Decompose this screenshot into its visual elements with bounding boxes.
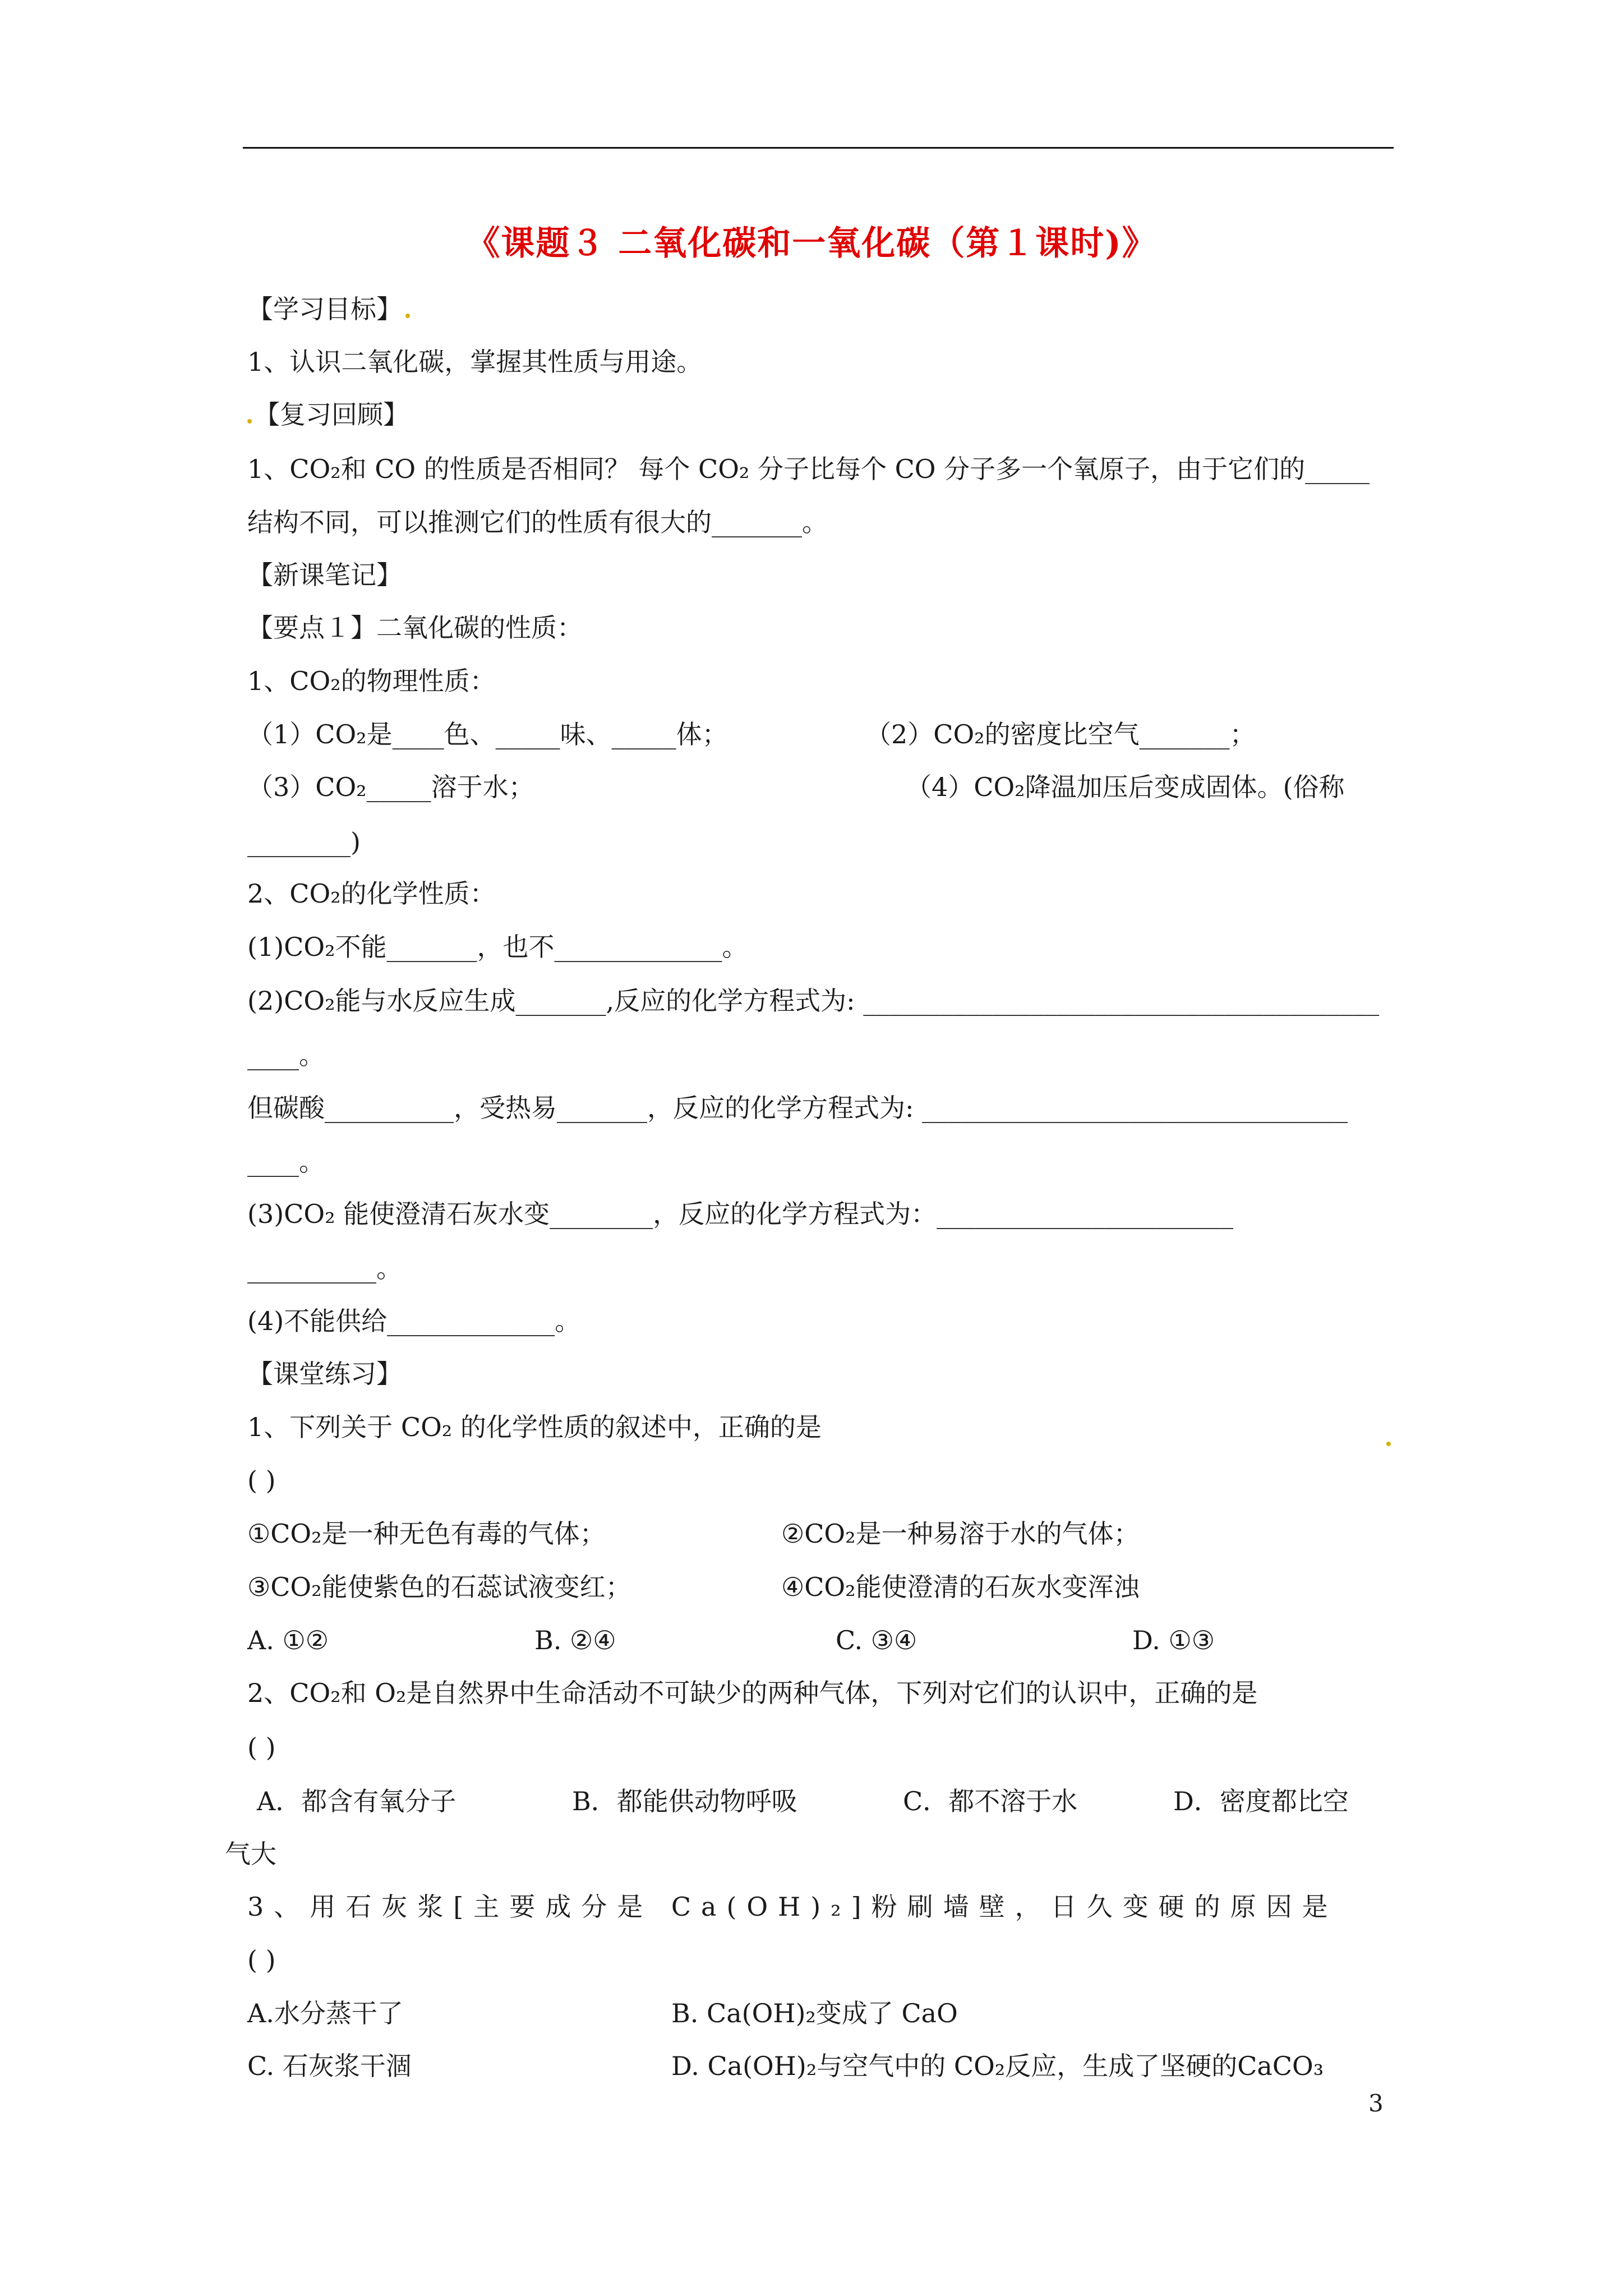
chemical-item-5: (4)不能供给_____________。 xyxy=(247,1306,581,1336)
physical-item-4: （4）CO₂降温加压后变成固体。(俗称 xyxy=(906,772,1345,802)
physical-heading: 1、CO₂的物理性质： xyxy=(247,666,496,696)
q1-option-c: C. ③④ xyxy=(836,1625,917,1655)
chemical-item-3: 但碳酸__________，受热易_______，反应的化学方程式为: _________________________________ xyxy=(247,1093,1348,1123)
q3-option-c: C. 石灰浆干涸 xyxy=(247,2051,412,2081)
chemical-heading: 2、CO₂的化学性质： xyxy=(247,878,496,909)
review-line-1: 1、CO₂和 CO 的性质是否相同？ 每个 CO₂ 分子比每个 CO 分子多一个氧原子，由于它们的_____ xyxy=(247,454,1370,484)
page-number: 3 xyxy=(1368,2090,1384,2117)
chemical-item-2-cont: ____。 xyxy=(247,1040,325,1070)
q2-option-d: D．密度都比空 xyxy=(1173,1786,1349,1816)
review-heading: 【复习回顾】 xyxy=(247,397,409,432)
physical-item-2: （2）CO₂的密度比空气_______； xyxy=(865,719,1256,749)
goal-item: 1、认识二氧化碳，掌握其性质与用途。 xyxy=(247,347,703,377)
q1-statement-3: ③CO₂能使紫色的石蕊试液变红； xyxy=(247,1572,631,1602)
q1-option-a: A. ①② xyxy=(247,1625,329,1655)
page-title: 《课题３ 二氧化碳和一氧化碳（第１课时)》 xyxy=(466,224,1157,263)
question-1: 1、下列关于 CO₂ 的化学性质的叙述中，正确的是 xyxy=(247,1412,822,1442)
goal-heading: 【学习目标】 xyxy=(247,292,410,326)
review-line-2: 结构不同，可以推测它们的性质有很大的_______。 xyxy=(247,507,828,537)
physical-item-4-cont: ________) xyxy=(247,827,361,857)
question-2: 2、CO₂和 O₂是自然界中生命活动不可缺少的两种气体，下列对它们的认识中，正确的是 xyxy=(247,1678,1258,1708)
q1-statement-1: ①CO₂是一种无色有毒的气体； xyxy=(247,1519,606,1549)
q2-option-d-cont: 气大 xyxy=(225,1839,276,1869)
chemical-item-3-cont: ____。 xyxy=(247,1147,325,1177)
q1-option-d: D. ①③ xyxy=(1132,1625,1215,1655)
question-3: 3、用石灰浆[主要成分是 Ca(OH)₂]粉刷墙壁，日久变硬的原因是 xyxy=(247,1892,1338,1922)
q2-option-a: A．都含有氧分子 xyxy=(257,1786,457,1816)
notes-heading: 【新课笔记】 xyxy=(247,560,402,590)
q2-option-b: B．都能供动物呼吸 xyxy=(572,1786,797,1816)
chemical-item-4: (3)CO₂ 能使澄清石灰水变________，反应的化学方程式为：_______________________ xyxy=(247,1199,1234,1229)
question-3-paren: ( ) xyxy=(247,1945,276,1975)
header-rule xyxy=(243,147,1394,149)
practice-heading: 【课堂练习】 xyxy=(247,1359,402,1389)
question-1-paren: ( ) xyxy=(247,1465,276,1496)
q3-option-b: B. Ca(OH)₂变成了 CaO xyxy=(671,1998,958,2028)
chemical-item-1: (1)CO₂不能_______，也不_____________。 xyxy=(247,932,748,962)
physical-item-3: （3）CO₂_____溶于水； xyxy=(247,772,534,802)
q1-option-b: B. ②④ xyxy=(534,1625,616,1655)
physical-item-1: （1）CO₂是____色、_____味、_____体； xyxy=(247,719,728,749)
q1-statement-4: ④CO₂能使澄清的石灰水变浑浊 xyxy=(781,1572,1140,1602)
chemical-item-2: (2)CO₂能与水反应生成_______,反应的化学方程式为: ________________________________________ xyxy=(247,986,1380,1016)
q3-option-a: A.水分蒸干了 xyxy=(247,1998,403,2028)
key-point-heading: 【要点１】二氧化碳的性质： xyxy=(247,613,583,643)
question-2-paren: ( ) xyxy=(247,1732,276,1763)
q3-option-d: D. Ca(OH)₂与空气中的 CO₂反应，生成了坚硬的CaCO₃ xyxy=(671,2051,1324,2081)
chemical-item-4-cont: __________。 xyxy=(247,1253,402,1283)
q2-option-c: C．都不溶于水 xyxy=(903,1786,1078,1816)
q1-statement-2: ②CO₂是一种易溶于水的气体； xyxy=(781,1519,1140,1549)
